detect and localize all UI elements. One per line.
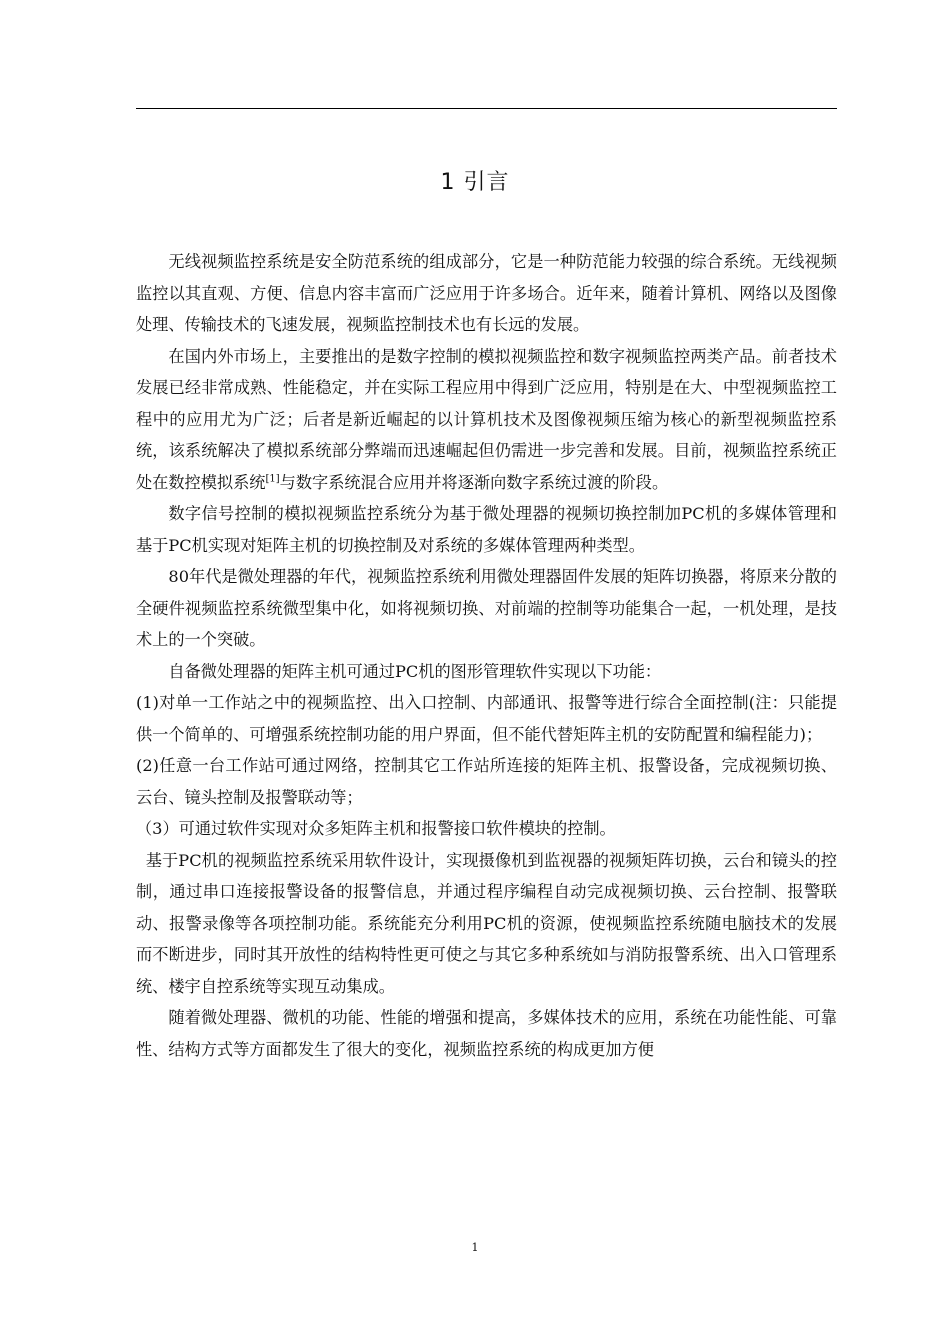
list-item-2: (2)任意一台工作站可通过网络，控制其它工作站所连接的矩阵主机、报警设备，完成视频切换、云台、镜头控制及报警联动等； [136,756,837,807]
paragraph-digital-control: 数字信号控制的模拟视频监控系统分为基于微处理器的视频切换控制加PC机的多媒体管理和基于PC机实现对矩阵主机的切换控制及对系统的多媒体管理两种类型。 [136,504,837,555]
paragraph-market-text-end: 与数字系统混合应用并将逐渐向数字系统过渡的阶段。 [279,472,669,492]
header-rule [136,108,837,109]
paragraph-market [136,341,837,499]
list-item-3: （3）可通过软件实现对众多矩阵主机和报警接口软件模块的控制。 [136,819,616,838]
list-item-1: (1)对单一工作站之中的视频监控、出入口控制、内部通讯、报警等进行综合全面控制(注：只能提供一个简单的、可增强系统控制功能的用户界面，但不能代替矩阵主机的安防配置和编程能力)； [136,693,837,744]
paragraph-eighties: 80年代是微处理器的年代，视频监控系统利用微处理器固件发展的矩阵切换器，将原来分散的全硬件视频监控系统微型集中化，如将视频切换、对前端的控制等功能集合一起，一机处理，是技术上的一个突破。 [136,567,837,649]
section-title: 1 引言 [440,170,510,195]
body-text [136,246,837,1065]
page-number: 1 [471,1241,479,1254]
citation-marker: [1] [265,473,280,485]
paragraph-market-text: 在国内外市场上，主要推出的是数字控制的模拟视频监控和数字视频监控两类产品。前者技术发展已经非常成熟、性能稳定，并在实际工程应用中得到广泛应用，特别是在大、中型视频监控工程中的应用尤为广泛；后者是新近崛起的以计算机技术及图像视频压缩为核心的新型视频监控系统，该系统解决了模拟系统部分弊端而迅速崛起但仍需进一步完善和发展。目前，视频监控系统正处在数控模拟系统 [136,346,837,492]
paragraph-pc-based: 基于PC机的视频监控系统采用软件设计，实现摄像机到监视器的视频矩阵切换，云台和镜头的控制，通过串口连接报警设备的报警信息，并通过程序编程自动完成视频切换、云台控制、报警联动、报警录像等各项控制功能。系统能充分利用PC机的资源，使视频监控系统随电脑技术的发展而不断进步，同时其开放性的结构特性更可使之与其它多种系统如与消防报警系统、出入口管理系统、楼宇自控系统等实现互动集成。 [136,850,837,996]
paragraph-intro: 无线视频监控系统是安全防范系统的组成部分，它是一种防范能力较强的综合系统。无线视频监控以其直观、方便、信息内容丰富而广泛应用于许多场合。近年来，随着计算机、网络以及图像处理、传输技术的飞速发展，视频监控制技术也有长远的发展。 [136,252,837,334]
paragraph-development: 随着微处理器、微机的功能、性能的增强和提高，多媒体技术的应用，系统在功能性能、可靠性、结构方式等方面都发生了很大的变化，视频监控系统的构成更加方便 [136,1008,837,1059]
paragraph-matrix-functions: 自备微处理器的矩阵主机可通过PC机的图形管理软件实现以下功能： [168,661,662,681]
